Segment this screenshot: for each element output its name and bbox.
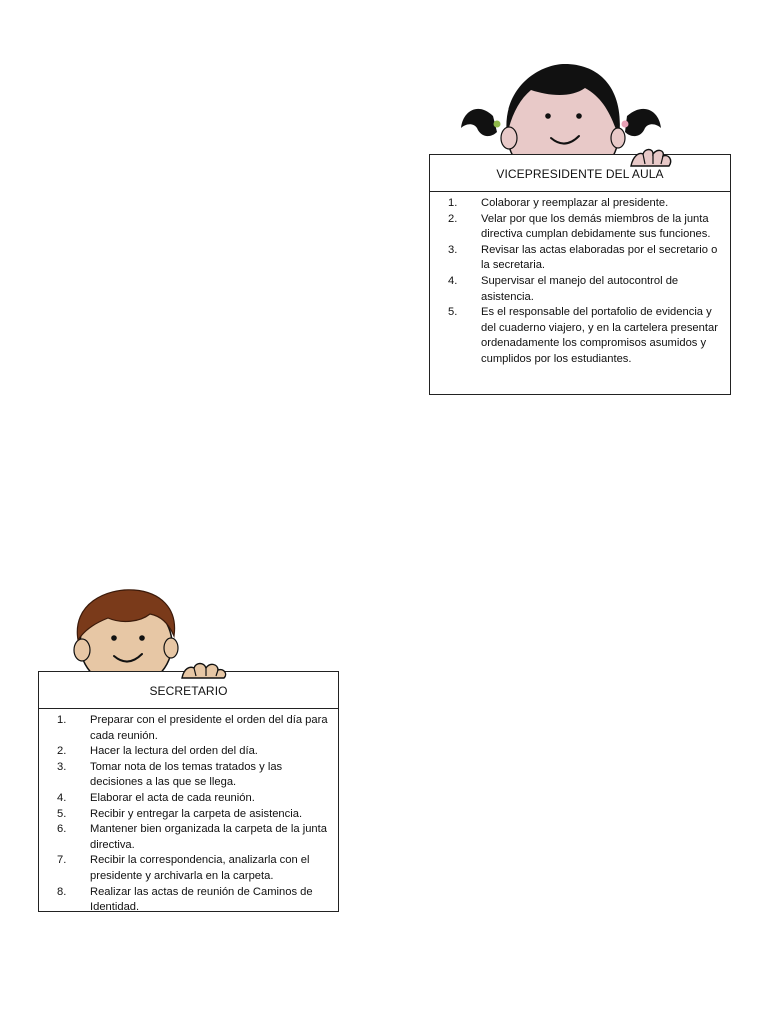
list-item-number: 3.	[448, 243, 458, 256]
list-item-text: Tomar nota de los temas tratados y las decisiones a las que se llega.	[90, 760, 283, 789]
secretary-box	[38, 671, 339, 912]
list-item-text: Recibir y entregar la carpeta de asistencia.	[90, 807, 303, 820]
secretary-title: SECRETARIO	[39, 672, 338, 709]
list-item-text: Velar por que los demás miembros de la junta directiva cumplan debidamente sus funciones.	[481, 212, 711, 241]
secretary-duties-list	[39, 709, 338, 916]
list-item-text: Recibir la correspondencia, analizarla con el presidente y archivarla en la carpeta.	[90, 854, 310, 882]
list-item-number: 6.	[57, 823, 67, 836]
list-item-number: 5.	[448, 306, 458, 319]
list-item	[57, 853, 330, 884]
list-item-text: Mantener bien organizada la carpeta de la junta directiva.	[90, 823, 327, 851]
list-item-text: Colaborar y reemplazar al presidente.	[481, 197, 669, 209]
list-item-number: 2.	[57, 745, 67, 758]
list-item-text: Revisar las actas elaboradas por el secretario o la secretaria.	[481, 243, 718, 272]
hands-icon	[629, 146, 673, 168]
list-item-text: Realizar las actas de reunión de Caminos de Identidad.	[90, 885, 313, 914]
list-item-number: 4.	[448, 274, 458, 287]
list-item-text: Supervisar el manejo del autocontrol de asistencia.	[481, 274, 679, 303]
list-item-number: 7.	[57, 854, 67, 867]
list-item-number: 5.	[57, 807, 67, 820]
list-item	[448, 243, 722, 274]
list-item-number: 1.	[57, 714, 67, 726]
list-item-number: 3.	[57, 760, 67, 773]
hands-icon	[180, 660, 228, 680]
list-item-text: Elaborar el acta de cada reunión.	[90, 791, 255, 804]
list-item-text: Hacer la lectura del orden del día.	[90, 745, 258, 758]
list-item	[57, 744, 330, 760]
list-item-number: 1.	[448, 197, 458, 209]
list-item-text: Es el responsable del portafolio de evidencia y del cuaderno viajero, y en la cartelera presentar ordenadamente los compromisos asumidos y cumplidos por los estudiantes.	[481, 306, 718, 365]
list-item	[448, 196, 722, 212]
list-item	[448, 274, 722, 305]
list-item	[57, 713, 330, 744]
list-item-number: 4.	[57, 791, 67, 804]
vice-president-duties-list	[430, 192, 730, 368]
list-item-number: 2.	[448, 212, 458, 225]
vice-president-box	[429, 154, 731, 395]
list-item	[57, 760, 330, 791]
list-item	[57, 885, 330, 916]
list-item	[57, 822, 330, 853]
list-item	[448, 212, 722, 243]
list-item	[448, 305, 722, 367]
vice-president-title: VICEPRESIDENTE DEL AULA	[430, 155, 730, 192]
list-item-number: 8.	[57, 885, 67, 898]
list-item	[57, 791, 330, 807]
list-item	[57, 807, 330, 823]
list-item-text: Preparar con el presidente el orden del día para cada reunión.	[90, 714, 328, 742]
